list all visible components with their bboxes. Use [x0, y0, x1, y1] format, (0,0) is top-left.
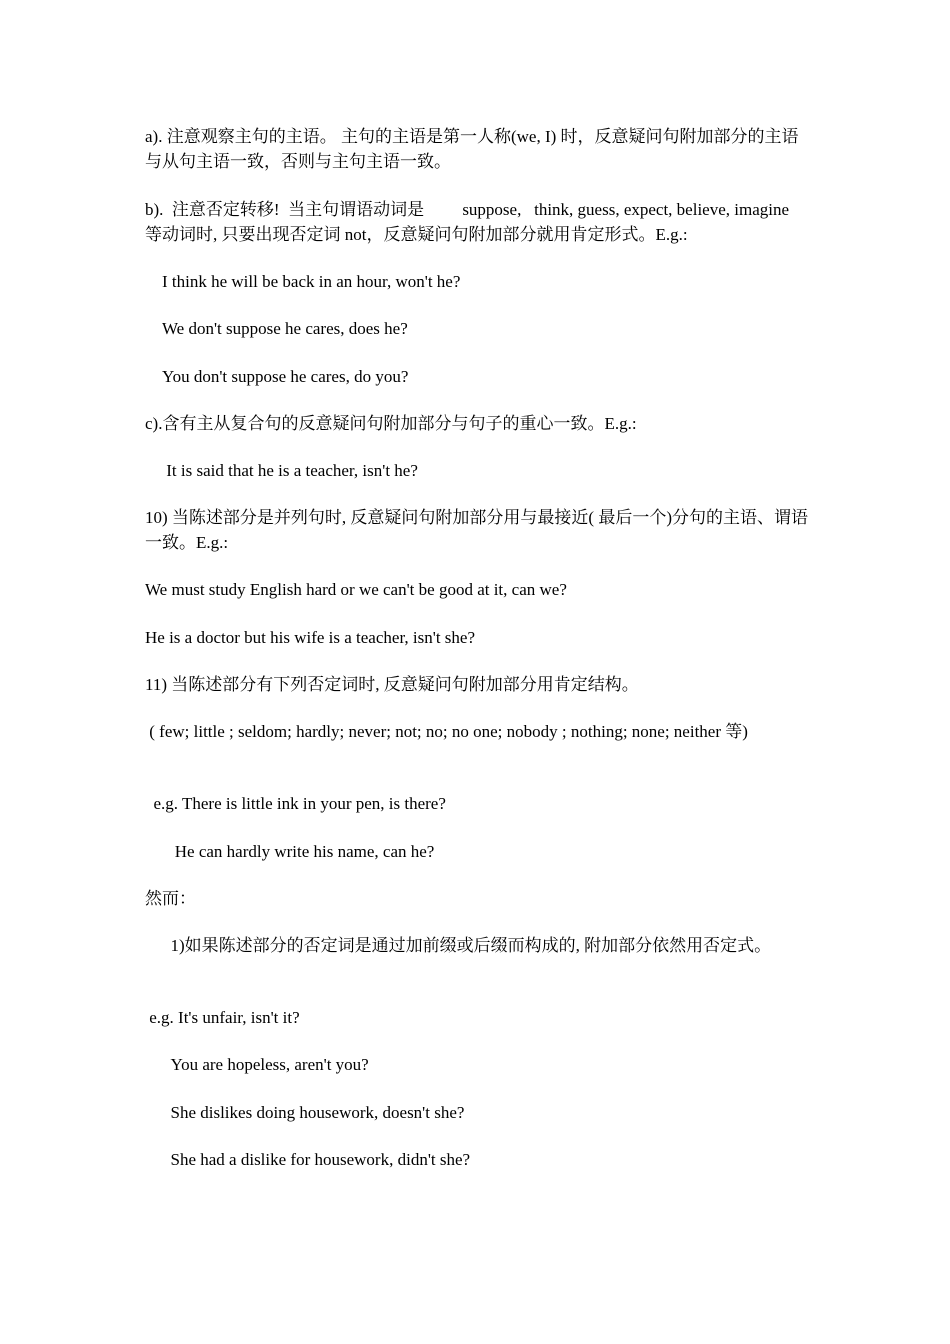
paragraph-c: c).含有主从复合句的反意疑问句附加部分与句子的重心一致。E.g.:	[145, 414, 637, 433]
example-line: I think he will be back in an hour, won't he?	[145, 272, 461, 291]
example-line: She had a dislike for housework, didn't she?	[145, 1150, 471, 1169]
paragraph-however-1: 1)如果陈述部分的否定词是通过加前缀或后缀而构成的, 附加部分依然用否定式。	[145, 936, 772, 955]
example-line: She dislikes doing housework, doesn't she?	[145, 1103, 465, 1122]
example-line: e.g. There is little ink in your pen, is there?	[145, 794, 446, 813]
example-line: We don't suppose he cares, does he?	[145, 319, 408, 338]
example-line: You don't suppose he cares, do you?	[145, 367, 409, 386]
negative-words-list: ( few; little ; seldom; hardly; never; not; no; no one; nobody ; nothing; none; neither 等)	[145, 722, 748, 741]
paragraph-a: a). 注意观察主句的主语。 主句的主语是第一人称(we, I) 时，反意疑问句附加部分的主语与从句主语一致，否则与主句主语一致。	[145, 127, 799, 171]
example-line: He is a doctor but his wife is a teacher, isn't she?	[145, 628, 476, 647]
example-line: You are hopeless, aren't you?	[145, 1055, 369, 1074]
example-line: We must study English hard or we can't be good at it, can we?	[145, 580, 567, 599]
paragraph-b: b). 注意否定转移! 当主句谓语动词是 suppose, think, guess, expect, believe, imagine 等动词时, 只要出现否定词 not，反意疑问句附加部分就用肯定形式。E.g.:	[145, 200, 794, 244]
example-line: e.g. It's unfair, isn't it?	[145, 1008, 300, 1027]
example-line: He can hardly write his name, can he?	[145, 842, 435, 861]
paragraph-11: 11) 当陈述部分有下列否定词时, 反意疑问句附加部分用肯定结构。	[145, 675, 639, 694]
example-line: It is said that he is a teacher, isn't he?	[145, 461, 418, 480]
paragraph-10: 10) 当陈述部分是并列句时, 反意疑问句附加部分用与最接近( 最后一个)分句的主语、谓语一致。E.g.:	[145, 508, 808, 552]
however-heading: 然而：	[145, 889, 196, 908]
